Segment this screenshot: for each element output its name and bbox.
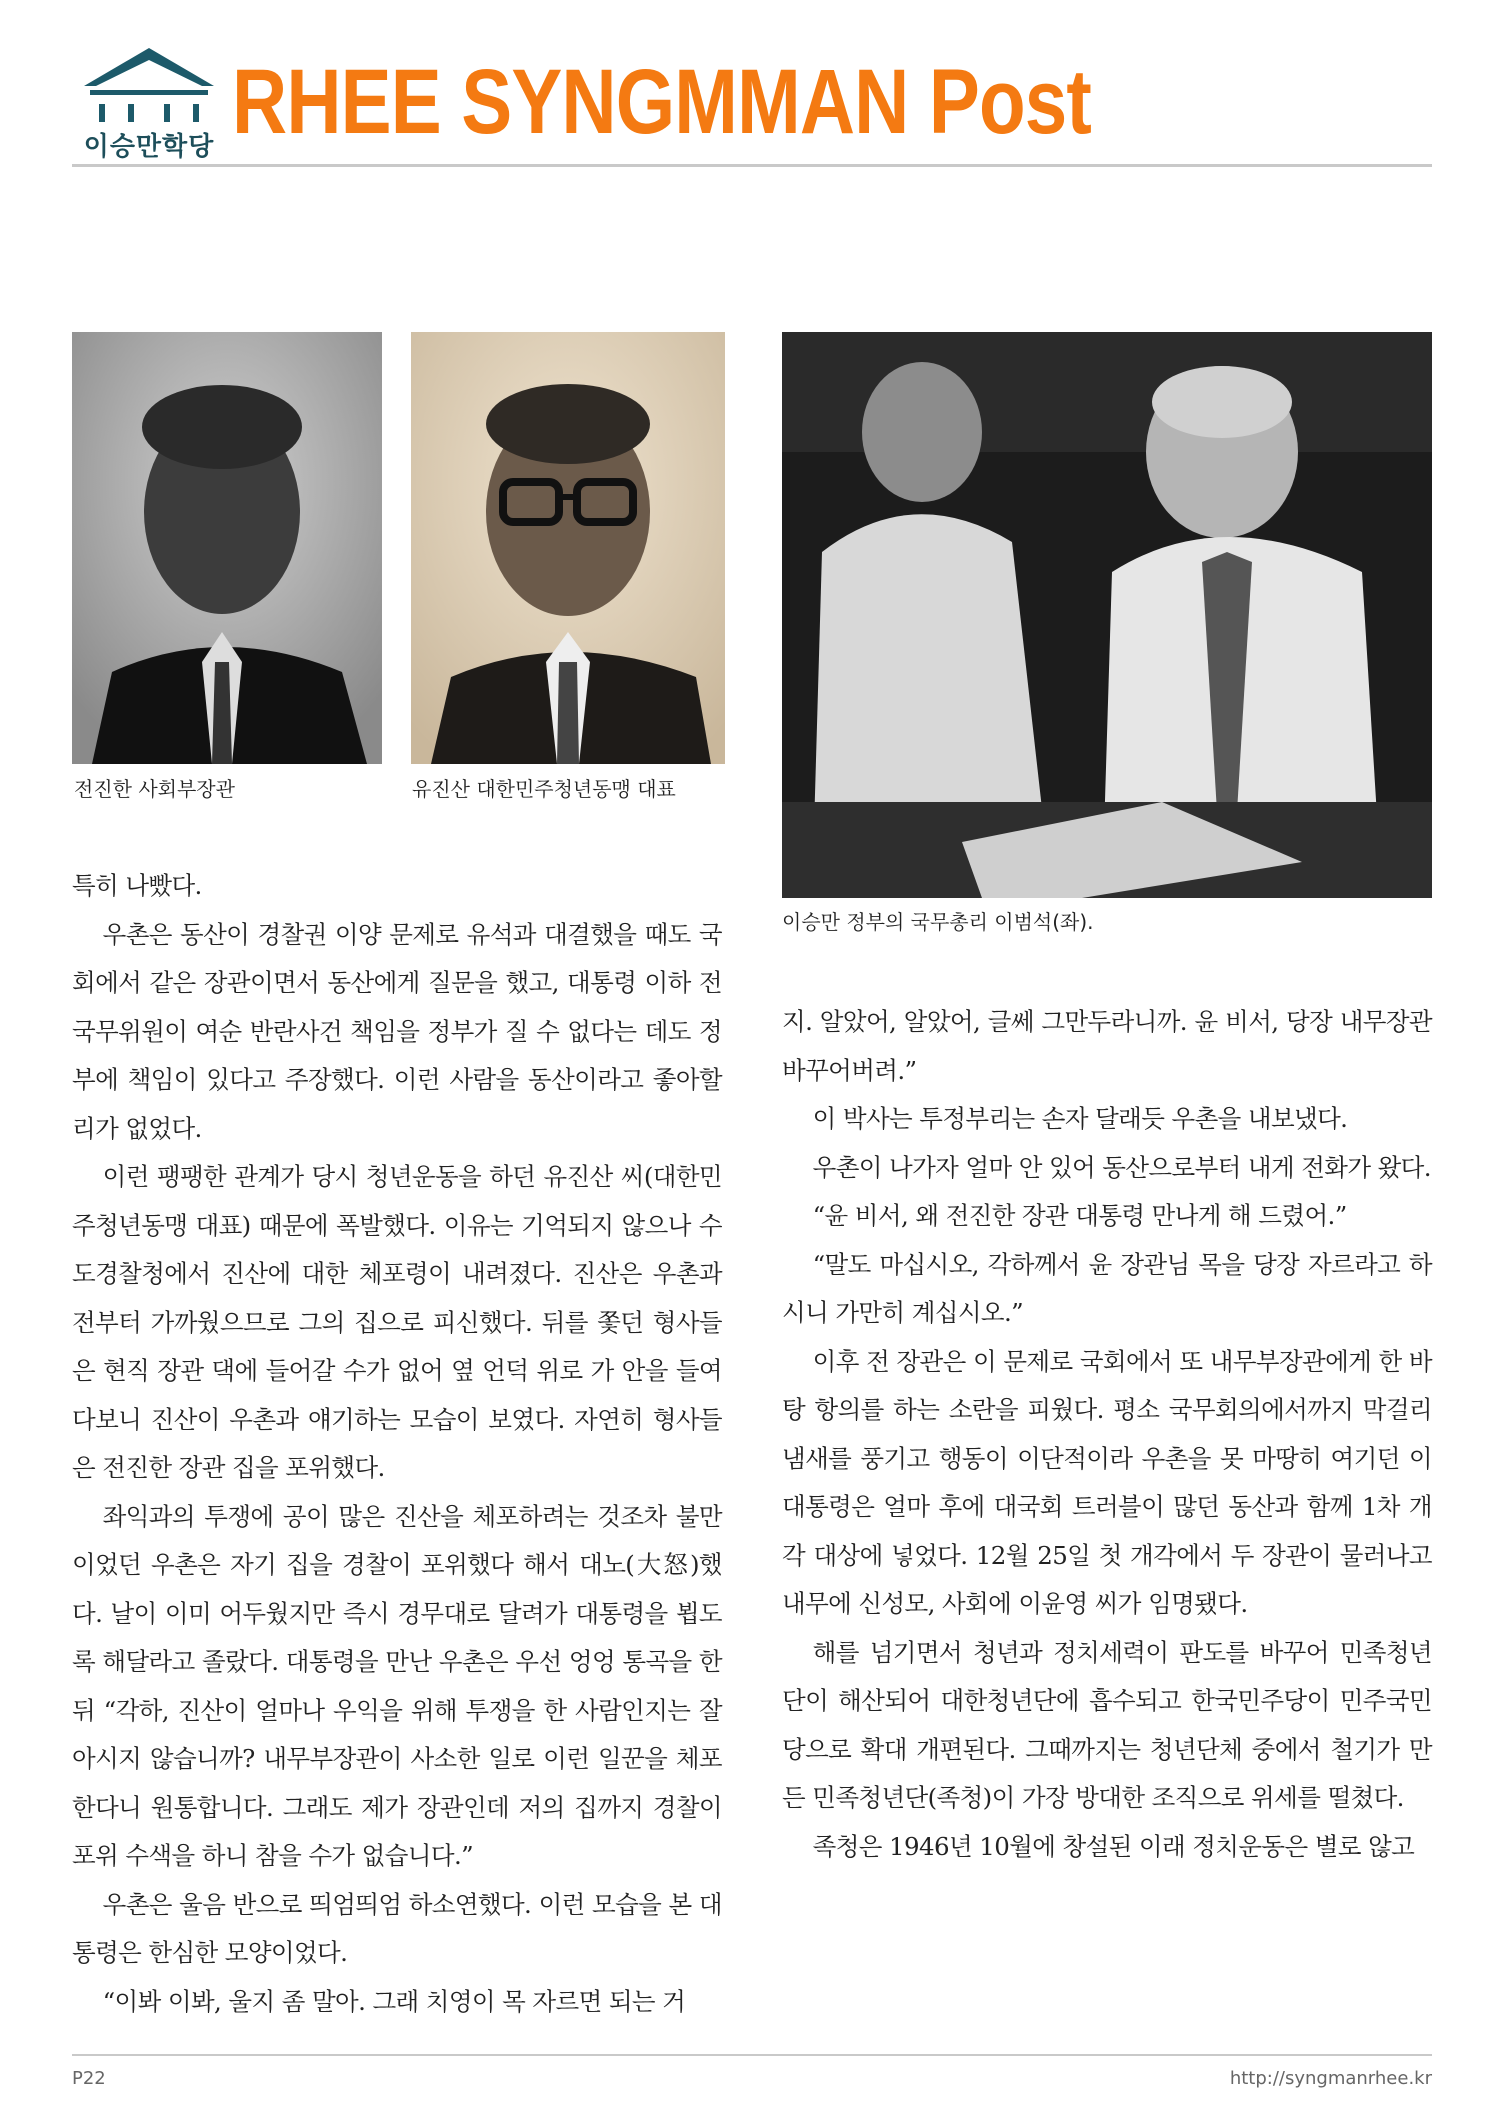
- photo-lee-beomseok: [782, 332, 1432, 898]
- right-paragraph: 해를 넘기면서 청년과 정치세력이 판도를 바꾸어 민족청년단이 해산되어 대한청년단에 흡수되고 한국민주당이 민주국민당으로 확대 개편된다. 그때까지는 청년단체 중에서 철기가 만든 민족청년단(족청)이 가장 방대한 조직으로 위세를 떨쳤다.: [782, 1637, 1432, 1812]
- right-paragraph: 지. 알았어, 알았어, 글쎄 그만두라니까. 윤 비서, 당장 내무장관 바꾸어버려.”: [782, 1007, 1432, 1085]
- header: [0, 0, 1500, 170]
- left-paragraph: “이봐 이봐, 울지 좀 말아. 그래 치영이 목 자르면 되는 거: [102, 1986, 686, 2016]
- header-rule: [72, 164, 1432, 167]
- house-icon: [66, 46, 232, 126]
- left-column: [72, 862, 722, 2026]
- logo[interactable]: [66, 46, 232, 162]
- right-paragraph: 이 박사는 투정부리는 손자 달래듯 우촌을 내보냈다.: [812, 1104, 1348, 1133]
- right-paragraph: 족청은 1946년 10월에 창설된 이래 정치운동은 별로 않고: [812, 1831, 1415, 1861]
- left-paragraph: 특히 나빴다.: [72, 871, 202, 900]
- photo3-caption: 이승만 정부의 국무총리 이범석(좌).: [782, 910, 1094, 934]
- footer-rule: [72, 2054, 1432, 2056]
- photo2-caption: 유진산 대한민주청년동맹 대표: [412, 777, 676, 801]
- brand-title: RHEE SYNGMMAN Post: [232, 51, 1092, 153]
- right-column: [782, 998, 1432, 1871]
- right-paragraph: “말도 마십시오, 각하께서 윤 장관님 목을 당장 자르라고 하시니 가만히 계십시오.”: [782, 1249, 1432, 1327]
- logo-text: 이승만학당: [83, 132, 215, 162]
- page-number: P22: [72, 2068, 106, 2089]
- photo-yu-jinsan: [411, 332, 725, 764]
- left-paragraph: 우촌은 동산이 경찰권 이양 문제로 유석과 대결했을 때도 국회에서 같은 장관이면서 동산에게 질문을 했고, 대통령 이하 전 국무위원이 여순 반란사건 책임을 정부가 질 수 없다는 데도 정부에 책임이 있다고 주장했다. 이런 사람을 동산이라고 좋아할 리가 없었다.: [72, 919, 722, 1143]
- photo1-caption: 전진한 사회부장관: [74, 777, 235, 801]
- left-paragraph: 좌익과의 투쟁에 공이 많은 진산을 체포하려는 것조차 불만이었던 우촌은 자기 집을 경찰이 포위했다 해서 대노(大怒)했다. 날이 이미 어두웠지만 즉시 경무대로 달려가 대통령을 뵙도록 해달라고 졸랐다. 대통령을 만난 우촌은 우선 엉엉 통곡을 한 뒤 “각하, 진산이 얼마나 우익을 위해 투쟁을 한 사람인지는 잘 아시지 않습니까? 내무부장관이 사소한 일로 이런 일꾼을 체포한다니 원통합니다. 그래도 제가 장관인데 저의 집까지 경찰이 포위 수색을 하니 참을 수가 없습니다.”: [72, 1501, 722, 1870]
- left-paragraph: 우촌은 울음 반으로 띄엄띄엄 하소연했다. 이런 모습을 본 대통령은 한심한 모양이었다.: [72, 1889, 722, 1967]
- right-paragraph: “윤 비서, 왜 전진한 장관 대통령 만나게 해 드렸어.”: [812, 1201, 1347, 1230]
- right-paragraph: 우촌이 나가자 얼마 안 있어 동산으로부터 내게 전화가 왔다.: [812, 1152, 1431, 1182]
- footer-url[interactable]: http://syngmanrhee.kr: [1229, 2068, 1432, 2089]
- left-paragraph: 이런 팽팽한 관계가 당시 청년운동을 하던 유진산 씨(대한민주청년동맹 대표) 때문에 폭발했다. 이유는 기억되지 않으나 수도경찰청에서 진산에 대한 체포령이 내려졌다. 진산은 우촌과 전부터 가까웠으므로 그의 집으로 피신했다. 뒤를 쫓던 형사들은 현직 장관 댁에 들어갈 수가 없어 옆 언덕 위로 가 안을 들여다보니 진산이 우촌과 얘기하는 모습이 보였다. 자연히 형사들은 전진한 장관 집을 포위했다.: [72, 1162, 722, 1482]
- photo-jeon-jinhan: [72, 332, 382, 764]
- right-paragraph: 이후 전 장관은 이 문제로 국회에서 또 내무부장관에게 한 바탕 항의를 하는 소란을 피웠다. 평소 국무회의에서까지 막걸리 냄새를 풍기고 행동이 이단적이라 우촌을 못 마땅히 여기던 이 대통령은 얼마 후에 대국회 트러블이 많던 동산과 함께 1차 개각 대상에 넣었다. 12월 25일 첫 개각에서 두 장관이 물러나고 내무에 신성모, 사회에 이윤영 씨가 임명됐다.: [782, 1346, 1432, 1618]
